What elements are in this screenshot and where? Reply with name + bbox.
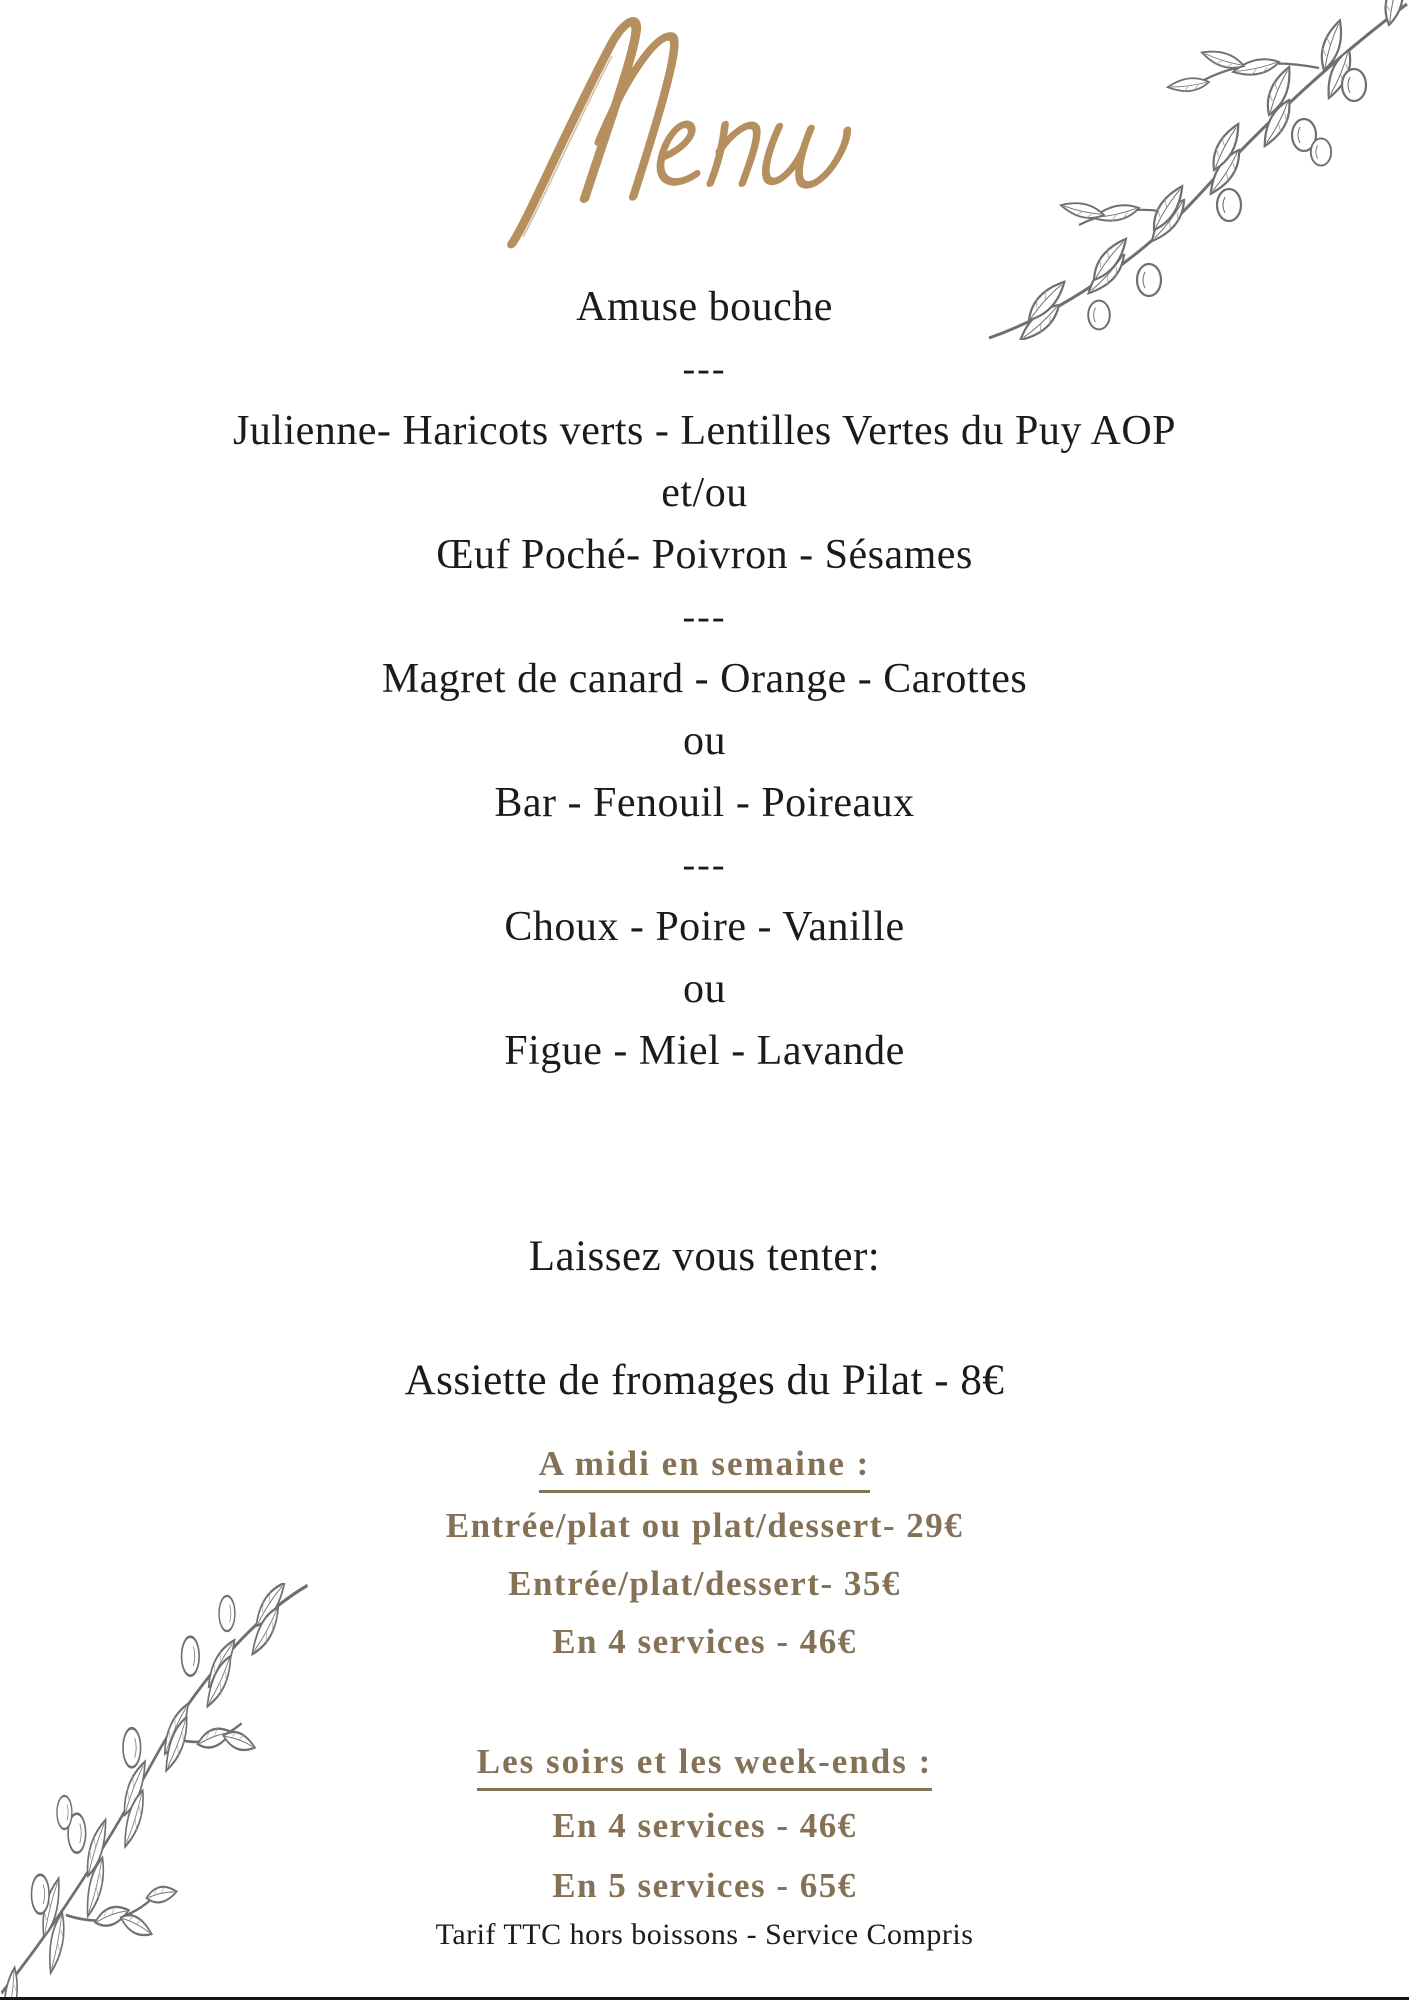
course-line: Œuf Poché- Poivron - Sésames: [436, 532, 973, 578]
course-line: Choux - Poire - Vanille: [504, 904, 905, 950]
lunch-price-line: En 4 services - 46€: [552, 1622, 857, 1661]
lunch-price-line: Entrée/plat ou plat/dessert- 29€: [445, 1506, 964, 1545]
tax-service-note: Tarif TTC hors boissons - Service Compris: [435, 1918, 974, 1951]
evening-price-line: En 4 services - 46€: [552, 1806, 857, 1845]
course-separator: ---: [682, 348, 727, 390]
evening-pricing-heading-text: Les soirs et les week-ends :: [477, 1742, 933, 1791]
course-line: Magret de canard - Orange - Carottes: [381, 656, 1028, 702]
course-line: Amuse bouche: [576, 284, 833, 330]
course-list: [0, 276, 1409, 1082]
course-choice-label: et/ou: [661, 470, 748, 516]
course-separator: ---: [682, 844, 727, 886]
course-line: Julienne- Haricots verts - Lentilles Vertes du Puy AOP: [232, 408, 1177, 454]
course-line: Figue - Miel - Lavande: [504, 1028, 905, 1074]
lunch-pricing-heading: [0, 1444, 1409, 1493]
course-separator: ---: [682, 596, 727, 638]
course-line: Bar - Fenouil - Poireaux: [494, 780, 915, 826]
lunch-price-line: Entrée/plat/dessert- 35€: [508, 1564, 901, 1603]
course-choice-label: ou: [683, 718, 726, 764]
cheese-plate-line: Assiette de fromages du Pilat - 8€: [404, 1357, 1005, 1404]
lunch-pricing-heading-text: A midi en semaine :: [539, 1444, 871, 1493]
evening-pricing-heading: [0, 1742, 1409, 1791]
evening-price-line: En 5 services - 65€: [552, 1866, 857, 1905]
course-choice-label: ou: [683, 966, 726, 1012]
temptation-intro: Laissez vous tenter:: [528, 1233, 881, 1280]
